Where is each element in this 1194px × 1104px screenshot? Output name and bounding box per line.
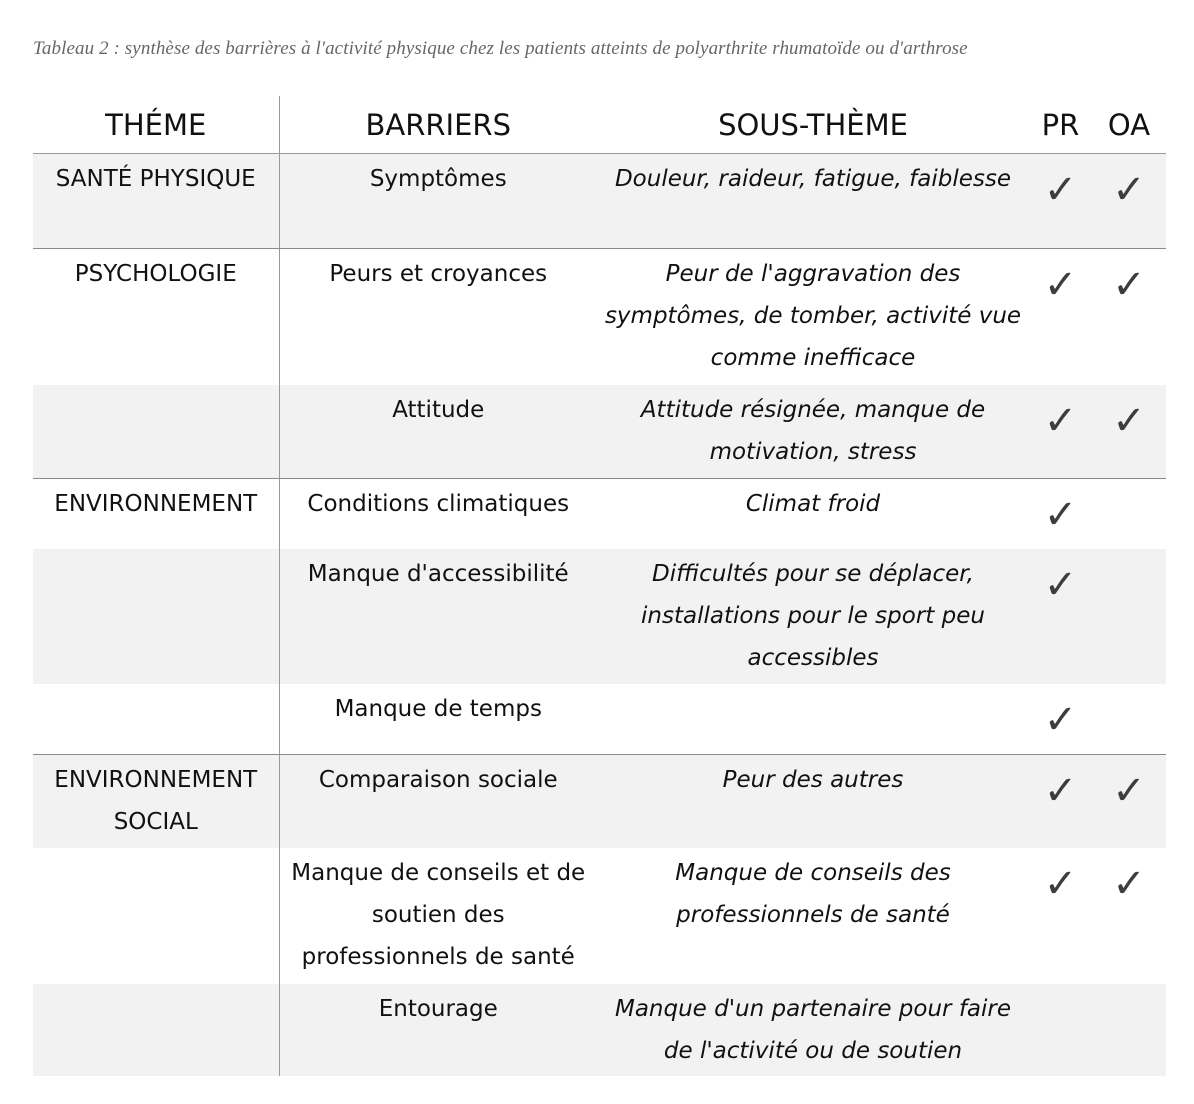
pr-cell bbox=[1029, 385, 1092, 479]
table-row bbox=[33, 984, 1166, 1076]
oa-cell bbox=[1092, 154, 1166, 249]
table-row bbox=[33, 684, 1166, 755]
header-sous-theme: SOUS-THÈME bbox=[597, 96, 1029, 154]
table-caption: Tableau 2 : synthèse des barrières à l'activité physique chez les patients atteints de polyarthrite rhumatoïde ou d'arthrose bbox=[33, 38, 968, 59]
checkmark-icon: ✓ bbox=[1043, 492, 1078, 538]
header-pr: PR bbox=[1029, 96, 1092, 154]
header-barriers: BARRIERS bbox=[279, 96, 597, 154]
checkmark-icon: ✓ bbox=[1112, 768, 1146, 814]
theme-cell: SANTÉ PHYSIQUE bbox=[33, 154, 279, 249]
checkmark-icon: ✓ bbox=[1043, 696, 1078, 743]
checkmark-icon: ✓ bbox=[1043, 860, 1078, 907]
barrier-cell: Symptômes bbox=[279, 154, 597, 249]
oa-cell bbox=[1092, 755, 1166, 848]
sous-theme-cell: Manque de conseils des professionnels de santé bbox=[675, 859, 951, 928]
sous-theme-cell: Peur de l'aggravation des symptômes, de tomber, activité vue comme inefficace bbox=[604, 261, 1022, 371]
pr-cell bbox=[1029, 755, 1092, 848]
oa-cell bbox=[1092, 684, 1166, 755]
pr-cell bbox=[1029, 549, 1092, 684]
oa-cell bbox=[1092, 385, 1166, 479]
checkmark-icon: ✓ bbox=[1043, 167, 1078, 213]
table-row bbox=[33, 755, 1166, 848]
table-header-row bbox=[33, 96, 1166, 154]
barriers-table bbox=[33, 96, 1166, 1076]
barrier-cell: Attitude bbox=[279, 385, 597, 479]
pr-cell bbox=[1029, 154, 1092, 249]
theme-cell bbox=[33, 848, 279, 984]
table-row bbox=[33, 549, 1166, 684]
sous-theme-cell: Attitude résignée, manque de motivation, stress bbox=[597, 385, 1029, 479]
sous-theme-cell bbox=[597, 684, 1029, 755]
checkmark-icon: ✓ bbox=[1043, 768, 1078, 814]
theme-cell bbox=[33, 385, 279, 479]
barrier-cell: Comparaison sociale bbox=[279, 755, 597, 848]
theme-cell bbox=[33, 549, 279, 684]
sous-theme-cell: Douleur, raideur, fatigue, faiblesse bbox=[597, 154, 1029, 249]
header-oa: OA bbox=[1092, 96, 1166, 154]
sous-theme-cell: Difficultés pour se déplacer, installations pour le sport peu accessibles bbox=[597, 549, 1029, 684]
theme-cell: ENVIRONNEMENT bbox=[33, 479, 279, 549]
barrier-cell: Manque d'accessibilité bbox=[279, 549, 597, 684]
header-theme: THÉME bbox=[33, 96, 279, 154]
pr-cell bbox=[1029, 479, 1092, 549]
oa-cell bbox=[1092, 848, 1166, 984]
table-row bbox=[33, 479, 1166, 549]
sous-theme-cell: Manque d'un partenaire pour faire de l'activité ou de soutien bbox=[597, 984, 1029, 1076]
checkmark-icon: ✓ bbox=[1043, 397, 1078, 444]
oa-cell bbox=[1092, 479, 1166, 549]
checkmark-icon: ✓ bbox=[1112, 397, 1146, 444]
theme-cell bbox=[33, 684, 279, 755]
barrier-cell: Manque de conseils et de soutien des professionnels de santé bbox=[291, 859, 586, 970]
barrier-cell: Manque de temps bbox=[279, 684, 597, 755]
checkmark-icon: ✓ bbox=[1043, 262, 1078, 308]
pr-cell bbox=[1029, 684, 1092, 755]
barrier-cell: Conditions climatiques bbox=[307, 491, 570, 517]
barrier-cell: Entourage bbox=[279, 984, 597, 1076]
checkmark-icon: ✓ bbox=[1112, 262, 1146, 308]
pr-cell bbox=[1029, 984, 1092, 1076]
table-row bbox=[33, 848, 1166, 984]
checkmark-icon: ✓ bbox=[1112, 167, 1146, 213]
checkmark-icon: ✓ bbox=[1112, 860, 1146, 907]
oa-cell bbox=[1092, 549, 1166, 684]
oa-cell bbox=[1092, 249, 1166, 385]
theme-cell bbox=[33, 984, 279, 1076]
oa-cell bbox=[1092, 984, 1166, 1076]
table-row bbox=[33, 385, 1166, 479]
barrier-cell: Peurs et croyances bbox=[329, 261, 548, 287]
table-row bbox=[33, 154, 1166, 249]
theme-cell: PSYCHOLOGIE bbox=[33, 249, 279, 385]
checkmark-icon: ✓ bbox=[1043, 561, 1078, 608]
sous-theme-cell: Peur des autres bbox=[597, 755, 1029, 848]
table-row bbox=[33, 249, 1166, 385]
pr-cell bbox=[1029, 249, 1092, 385]
sous-theme-cell: Climat froid bbox=[745, 491, 881, 517]
theme-cell: ENVIRONNEMENT SOCIAL bbox=[33, 755, 279, 848]
pr-cell bbox=[1029, 848, 1092, 984]
